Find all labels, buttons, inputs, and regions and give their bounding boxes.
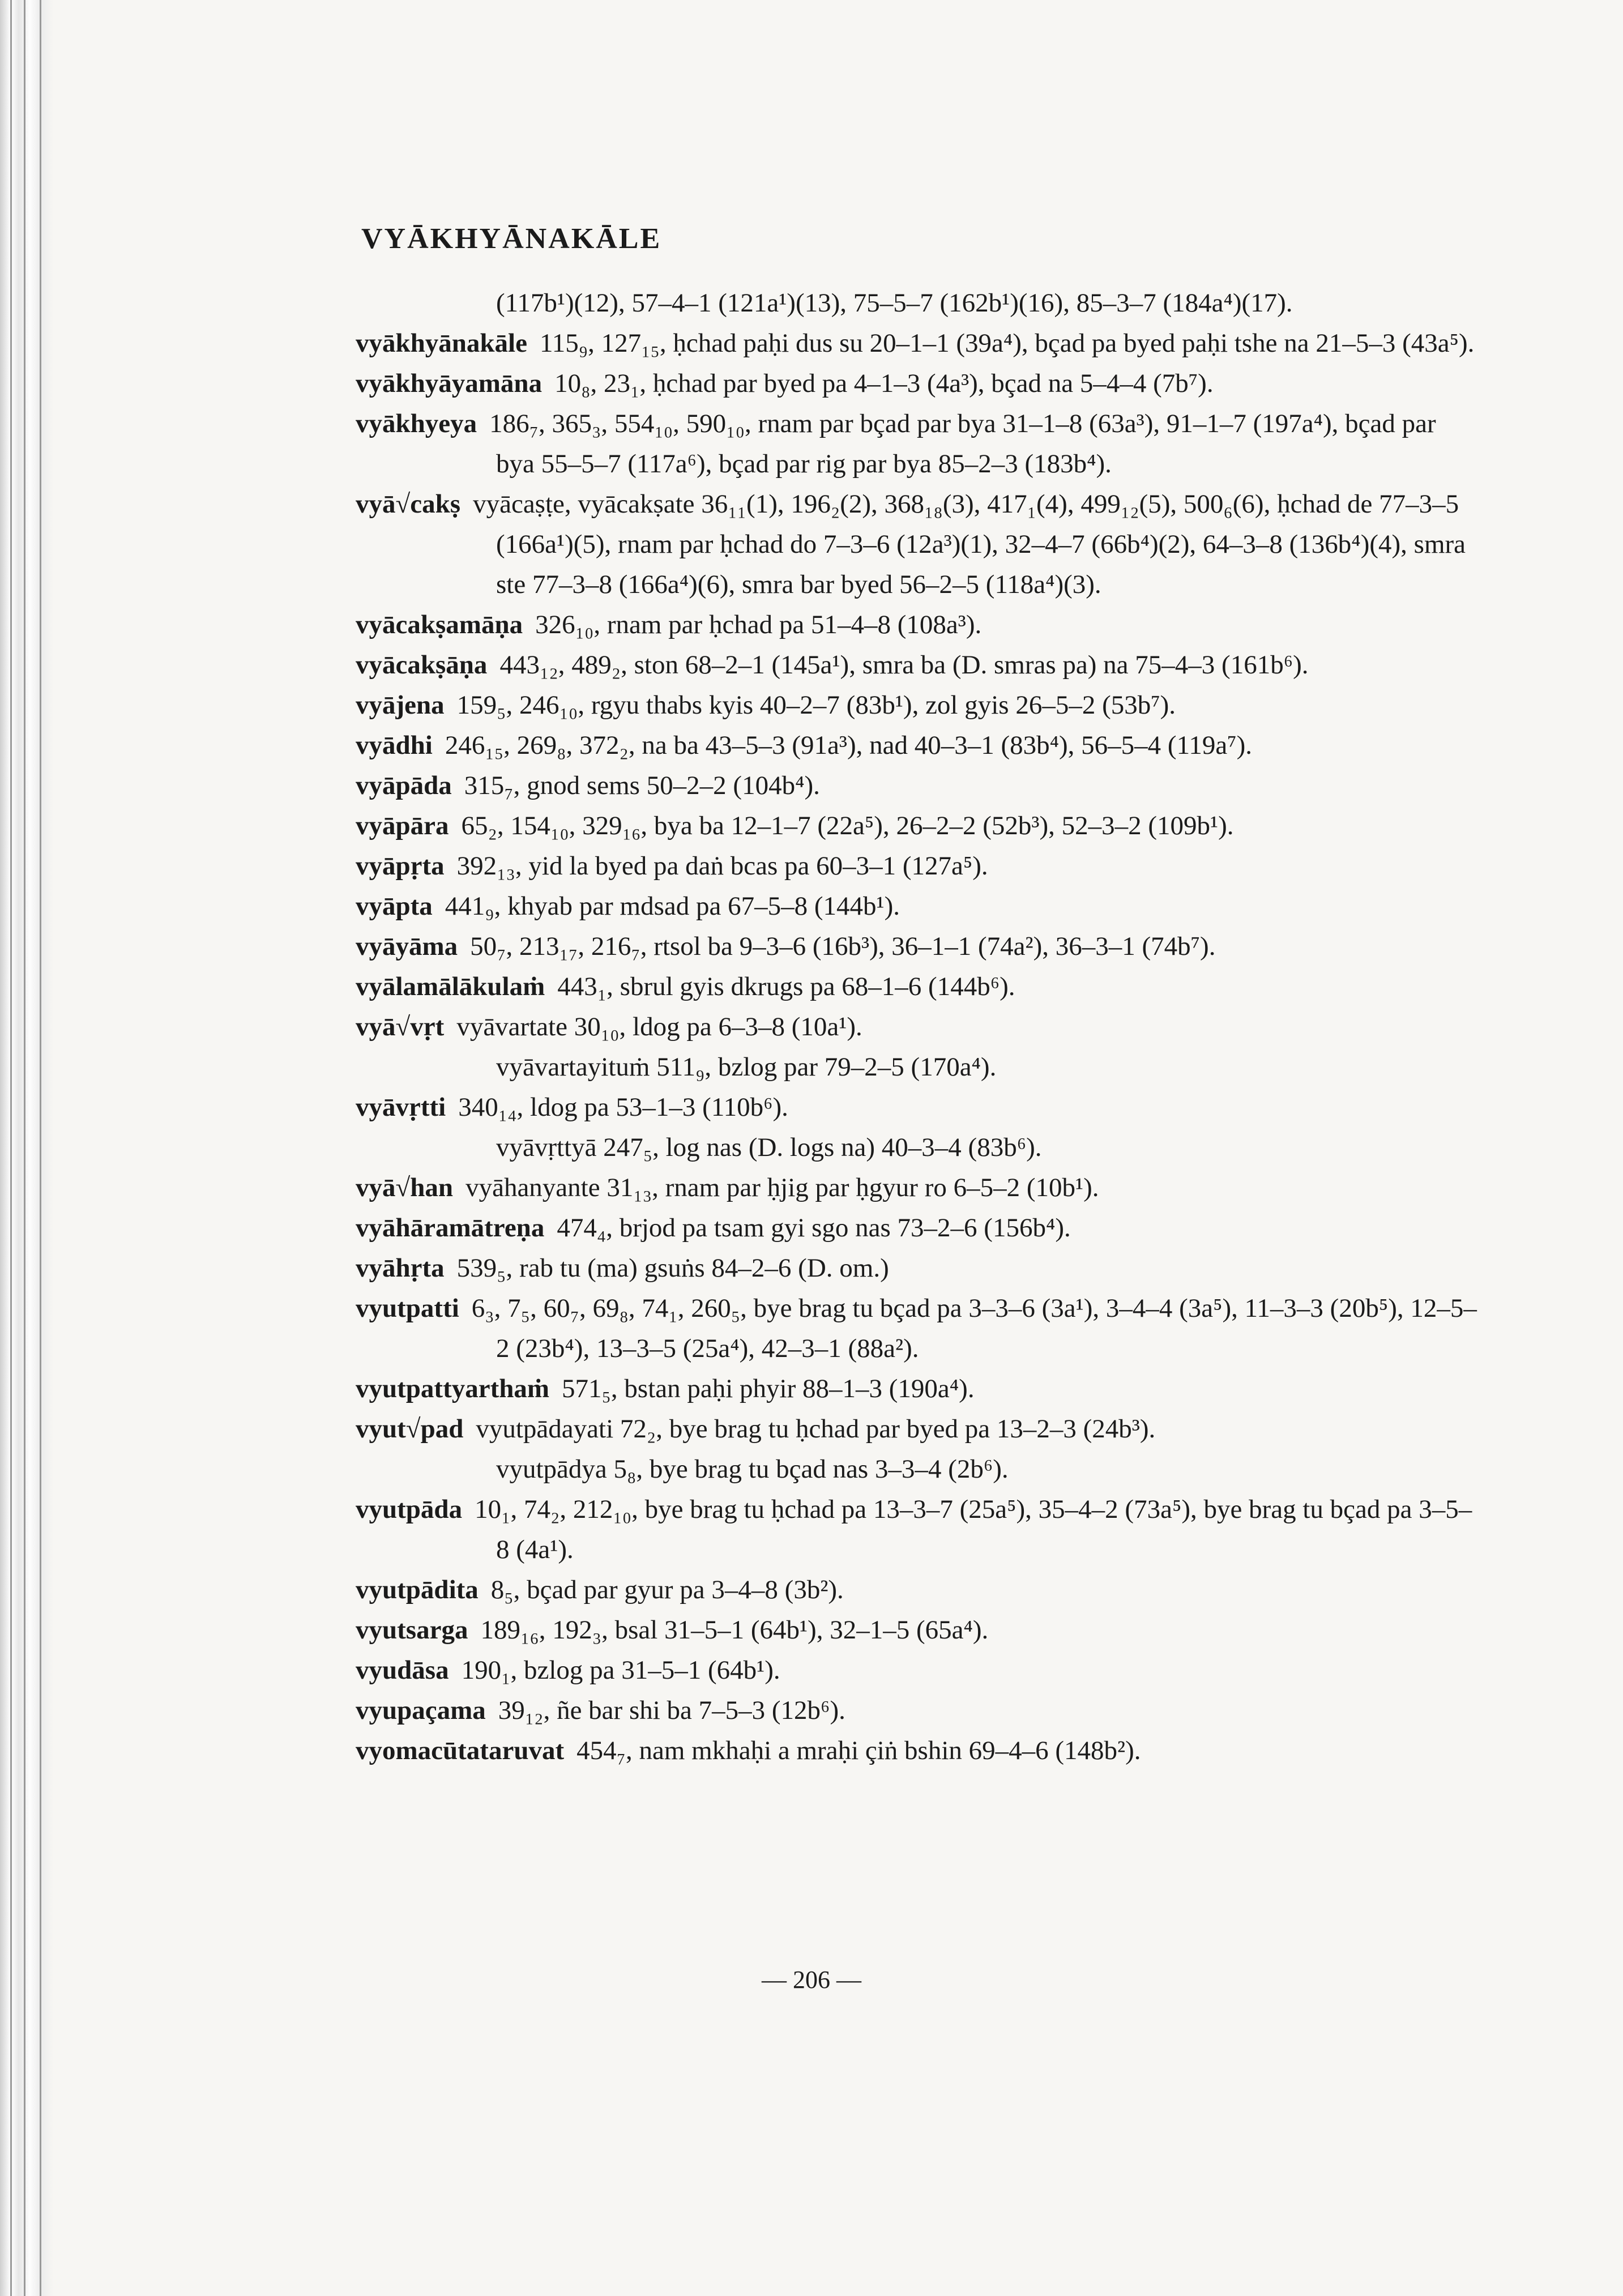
dictionary-entry (356, 1168, 1477, 1208)
dictionary-entry (356, 1570, 1477, 1610)
dictionary-entry (356, 1731, 1477, 1771)
headword: vyākhyānakāle (356, 328, 527, 358)
entry-text: 246₁₅, 269₈, 372₂, na ba 43–5–3 (91a³), nad 40–3–1 (83b⁴), 56–5–4 (119a⁷). (445, 731, 1252, 760)
entry-text: 441₉, khyab par mdsad pa 67–5–8 (144b¹). (445, 891, 900, 921)
dictionary-entry (356, 1288, 1477, 1369)
entry-text: 8₅, bçad par gyur pa 3–4–8 (3b²). (490, 1575, 844, 1604)
entry-text: vyāhanyante 31₁₃, rnam par ḥjig par ḥgyur ro 6–5–2 (10b¹). (465, 1173, 1099, 1202)
dictionary-entry (356, 846, 1477, 886)
entry-text: vyāvṛttyā 247₅, log nas (D. logs na) 40–3–4 (83b⁶). (496, 1133, 1042, 1162)
headword: vyāhṛta (356, 1253, 445, 1283)
dictionary-entry (356, 806, 1477, 846)
dictionary-entry (356, 645, 1477, 685)
entry-text: 474₄, brjod pa tsam gyi sgo nas 73–2–6 (156b⁴). (557, 1213, 1071, 1243)
entry-text: 10₁, 74₂, 212₁₀, bye brag tu ḥchad pa 13–3–7 (25a⁵), 35–4–2 (73a⁵), bye brag tu bçad pa 3–5–8 (4a¹). (475, 1495, 1472, 1564)
dictionary-entry (356, 1490, 1477, 1570)
dictionary-entry (356, 1369, 1477, 1409)
headword: vyut√pad (356, 1414, 464, 1444)
entry-text: 392₁₃, yid la byed pa daṅ bcas pa 60–3–1 (127a⁵). (456, 851, 988, 881)
dictionary-entry (356, 364, 1477, 404)
headword: vyāhāramātreṇa (356, 1213, 545, 1243)
entry-text: vyācaṣṭe, vyācakṣate 36₁₁(1), 196₂(2), 368₁₈(3), 417₁(4), 499₁₂(5), 500₆(6), ḥchad de 77–3–5 (166a¹)(5), rnam par ḥchad do 7–3–6 (12a³)(1), 32–4–7 (66b⁴)(2), 64–3–8 (136b⁴)(4), smra ste 77–3–8 (166a⁴)(6), smra bar byed 56–2–5 (118a⁴)(3). (473, 489, 1466, 599)
entry-text: 115₉, 127₁₅, ḥchad paḥi dus su 20–1–1 (39a⁴), bçad pa byed paḥi tshe na 21–5–3 (43a⁵). (539, 328, 1475, 358)
headword: vyāpṛta (356, 851, 445, 881)
book-binding-edge (0, 0, 54, 2296)
headword: vyācakṣāṇa (356, 650, 488, 680)
headword: vyāyāma (356, 932, 458, 961)
entry-text: 340₁₄, ldog pa 53–1–3 (110b⁶). (458, 1092, 788, 1122)
entry-text: vyāvartate 30₁₀, ldog pa 6–3–8 (10a¹). (456, 1012, 862, 1042)
dictionary-entry (356, 484, 1477, 605)
entry-text: 50₇, 213₁₇, 216₇, rtsol ba 9–3–6 (16b³), 36–1–1 (74a²), 36–3–1 (74b⁷). (470, 932, 1216, 961)
headword: vyutpāda (356, 1495, 463, 1524)
sub-entry (356, 1047, 1477, 1087)
headword: vyutpattyarthaṁ (356, 1374, 550, 1403)
continuation-line (356, 283, 1477, 323)
headword: vyā√cakṣ (356, 489, 461, 519)
headword: vyutsarga (356, 1615, 468, 1645)
dictionary-entry (356, 1208, 1477, 1248)
headword: vyālamālākulaṁ (356, 972, 545, 1001)
sub-entry (356, 1449, 1477, 1490)
entry-text: vyāvartayituṁ 511₉, bzlog par 79–2–5 (170a⁴). (496, 1052, 997, 1082)
entry-text: 10₈, 23₁, ḥchad par byed pa 4–1–3 (4a³), bçad na 5–4–4 (7b⁷). (554, 369, 1214, 398)
page-number: — 206 — (762, 1966, 861, 1994)
dictionary-entry (356, 886, 1477, 927)
dictionary-entry (356, 1248, 1477, 1288)
dictionary-entries (356, 283, 1477, 1771)
dictionary-entry (356, 323, 1477, 364)
entry-text: (117b¹)(12), 57–4–1 (121a¹)(13), 75–5–7 (162b¹)(16), 85–3–7 (184a⁴)(17). (496, 288, 1293, 318)
headword: vyā√vṛt (356, 1012, 445, 1042)
entry-text: 539₅, rab tu (ma) gsuṅs 84–2–6 (D. om.) (456, 1253, 889, 1283)
headword: vyutpatti (356, 1294, 459, 1323)
entry-text: 326₁₀, rnam par ḥchad pa 51–4–8 (108a³). (535, 610, 982, 639)
entry-text: 6₃, 7₅, 60₇, 69₈, 74₁, 260₅, bye brag tu bçad pa 3–3–6 (3a¹), 3–4–4 (3a⁵), 11–3–3 (20b⁵), 12–5–2 (23b⁴), 13–3–5 (25a⁴), 42–3–1 (88a²). (471, 1294, 1477, 1363)
entry-text: vyutpādayati 72₂, bye brag tu ḥchad par byed pa 13–2–3 (24b³). (476, 1414, 1156, 1444)
binding-line (10, 0, 12, 2296)
entry-text: 190₁, bzlog pa 31–5–1 (64b¹). (461, 1655, 780, 1685)
entry-text: 571₅, bstan paḥi phyir 88–1–3 (190a⁴). (562, 1374, 975, 1403)
headword: vyādhi (356, 731, 433, 760)
dictionary-entry (356, 1409, 1477, 1449)
dictionary-entry (356, 1007, 1477, 1047)
dictionary-entry (356, 927, 1477, 967)
headword: vyudāsa (356, 1655, 449, 1685)
running-header: VYĀKHYĀNAKĀLE (361, 223, 662, 255)
headword: vyāvṛtti (356, 1092, 446, 1122)
headword: vyutpādita (356, 1575, 479, 1604)
entry-text: 189₁₆, 192₃, bsal 31–5–1 (64b¹), 32–1–5 (65a⁴). (480, 1615, 989, 1645)
headword: vyācakṣamāṇa (356, 610, 523, 639)
dictionary-entry (356, 605, 1477, 645)
entry-text: 186₇, 365₃, 554₁₀, 590₁₀, rnam par bçad par bya 31–1–8 (63a³), 91–1–7 (197a⁴), bçad par bya 55–5–7 (117a⁶), bçad par rig par bya 85–2–3 (183b⁴). (489, 409, 1436, 479)
dictionary-entry (356, 967, 1477, 1007)
entry-text: 39₁₂, ñe bar shi ba 7–5–3 (12b⁶). (498, 1696, 845, 1725)
binding-line (40, 0, 41, 2296)
dictionary-entry (356, 404, 1477, 484)
entry-text: 443₁, sbrul gyis dkrugs pa 68–1–6 (144b⁶). (557, 972, 1015, 1001)
binding-line (24, 0, 25, 2296)
dictionary-entry (356, 1087, 1477, 1128)
headword: vyāpta (356, 891, 433, 921)
dictionary-entry (356, 1691, 1477, 1731)
entry-text: 315₇, gnod sems 50–2–2 (104b⁴). (464, 771, 820, 800)
headword: vyāpāda (356, 771, 452, 800)
dictionary-entry (356, 685, 1477, 725)
entry-text: vyutpādya 5₈, bye brag tu bçad nas 3–3–4 (2b⁶). (496, 1454, 1009, 1484)
headword: vyā√han (356, 1173, 454, 1202)
headword: vyākhyeya (356, 409, 477, 438)
entry-text: 65₂, 154₁₀, 329₁₆, bya ba 12–1–7 (22a⁵), 26–2–2 (52b³), 52–3–2 (109b¹). (461, 811, 1234, 840)
dictionary-entry (356, 1650, 1477, 1691)
entry-text: 159₅, 246₁₀, rgyu thabs kyis 40–2–7 (83b¹), zol gyis 26–5–2 (53b⁷). (456, 690, 1176, 720)
entry-text: 454₇, nam mkhaḥi a mraḥi çiṅ bshin 69–4–6 (148b²). (576, 1736, 1141, 1765)
dictionary-entry (356, 725, 1477, 766)
headword: vyāpāra (356, 811, 449, 840)
dictionary-entry (356, 766, 1477, 806)
headword: vyākhyāyamāna (356, 369, 543, 398)
headword: vyupaçama (356, 1696, 486, 1725)
sub-entry (356, 1128, 1477, 1168)
headword: vyājena (356, 690, 445, 720)
entry-text: 443₁₂, 489₂, ston 68–2–1 (145a¹), smra ba (D. smras pa) na 75–4–3 (161b⁶). (499, 650, 1309, 680)
dictionary-entry (356, 1610, 1477, 1650)
headword: vyomacūtataruvat (356, 1736, 565, 1765)
